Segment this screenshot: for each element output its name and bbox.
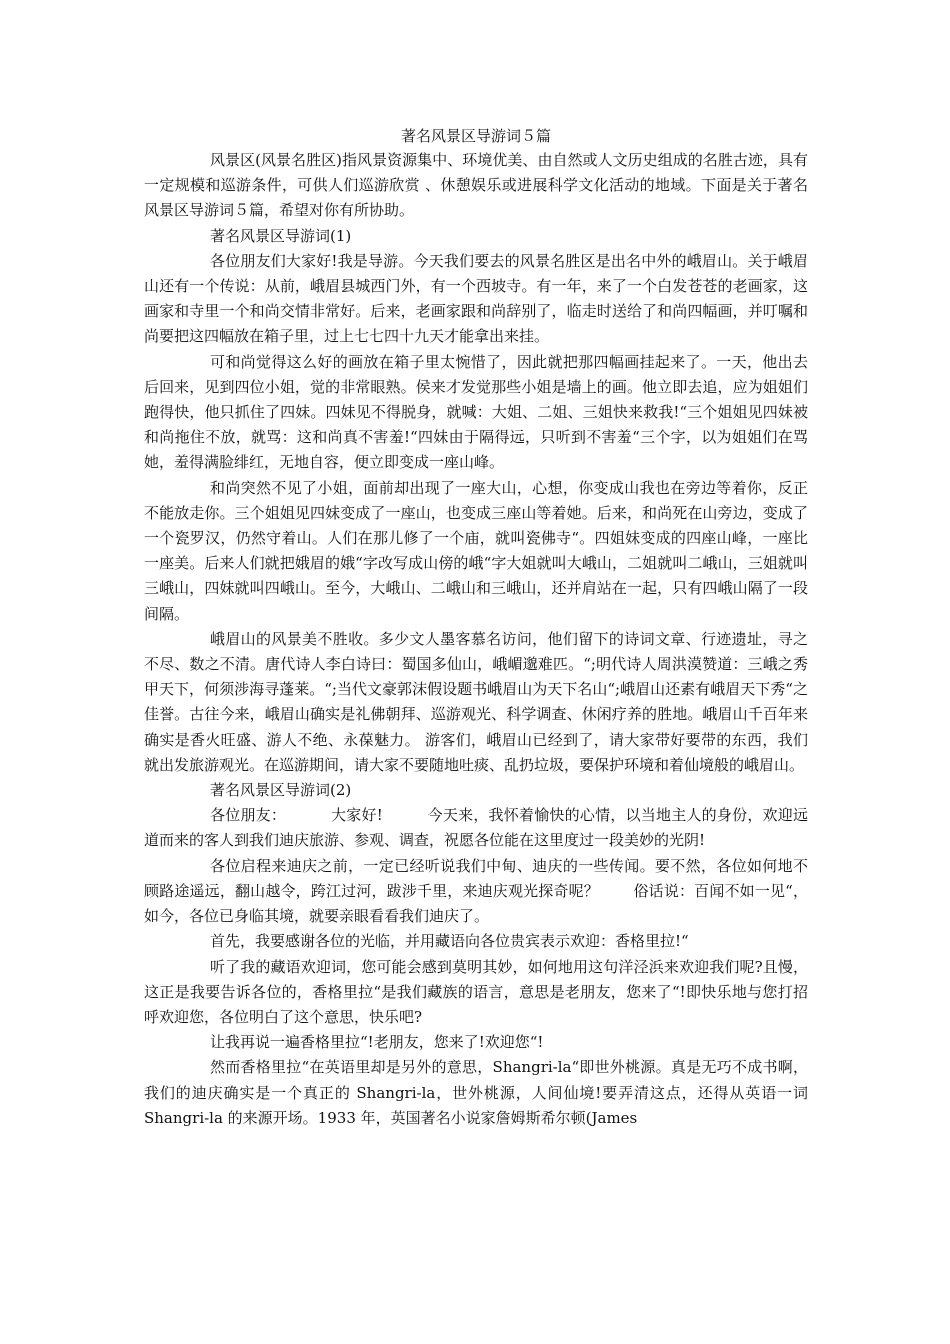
document-page xyxy=(144,124,813,1131)
intro-paragraph: 风景区(风景名胜区)指风景资源集中、环境优美、由自然或人文历史组成的名胜古迹，具有一定规模和巡游条件，可供人们巡游欣赏 、休憩娱乐或进展科学文化活动的地域。下面是关于著名风景区导游词５篇，希望对你有所协助。 xyxy=(144,151,808,220)
section2-paragraph-2: 各位启程来迪庆之前，一定已经听说我们中甸、迪庆的一些传闻。要不然，各位如何地不顾路途遥远，翻山越令，跨江过河，跋涉千里，来迪庆观光探奇呢？ 俗话说：百闻不如一见“，如今，各位已身临其境，就要亲眼看看我们迪庆了。 xyxy=(144,856,808,926)
section2-paragraph-5: 让我再说一遍香格里拉“!老朋友，您来了!欢迎您“! xyxy=(210,1033,544,1052)
section1-paragraph-1: 各位朋友们大家好!我是导游。今天我们要去的风景名胜区是出名中外的峨眉山。关于峨眉山还有一个传说：从前，峨眉县城西门外，有一个西坡寺。有一年，来了一个白发苍苍的老画家，这画家和寺里一个和尚交情非常好。后来，老画家跟和尚辞别了，临走时送给了和尚四幅画，并叮嘱和尚要把这四幅放在箱子里，过上七七四十九天才能拿出来挂。 xyxy=(144,251,808,346)
section2-paragraph-6: 然而香格里拉“在英语里却是另外的意思，Shangri-la“即世外桃源。真是无巧不成书啊，我们的迪庆确实是一个真正的 Shangri-la，世外桃源，人间仙境!要弄清这点，还得从英语一词 Shangri-la 的来源开场。1933 年，英国著名小说家詹姆斯希尔顿(James xyxy=(144,1058,813,1127)
section1-paragraph-4: 峨眉山的风景美不胜收。多少文人墨客慕名访问，他们留下的诗词文章、行迹遗址，寻之不尽、数之不清。唐代诗人李白诗曰：蜀国多仙山，峨嵋邈难匹。“;明代诗人周洪漠赞道：三峨之秀甲天下，何须涉海寻蓬莱。“;当代文豪郭沫假设题书峨眉山为天下名山“;峨眉山还素有峨眉天下秀“之佳誉。古往今来，峨眉山确实是礼佛朝拜、巡游观光、科学调查、休闲疗养的胜地。峨眉山千百年来确实是香火旺盛、游人不绝、永葆魅力。 游客们，峨眉山已经到了，请大家带好要带的东西，我们就出发旅游观光。在巡游期间，请大家不要随地吐痰、乱扔垃圾，要保护环境和着仙境般的峨眉山。 xyxy=(144,629,808,774)
document-title: 著名风景区导游词５篇 xyxy=(400,127,551,145)
section1-paragraph-3: 和尚突然不见了小姐，面前却出现了一座大山，心想，你变成山我也在旁边等着你，反正不能放走你。三个姐姐见四妹变成了一座山，也变成三座山等着她。后来，和尚死在山旁边，变成了一个瓷罗汉，仍然守着山。人们在那儿修了一个庙，就叫瓷佛寺“。四姐妹变成的四座山峰，一座比一座美。后来人们就把娥眉的娥“字改写成山傍的峨“字大姐就叫大峨山，二姐就叫二峨山，三姐就叫三峨山，四妹就叫四峨山。至今，大峨山、二峨山和三峨山，还并肩站在一起，只有四峨山隔了一段间隔。 xyxy=(144,478,808,623)
section-heading-1: 著名风景区导游词(1) xyxy=(210,226,352,245)
section-heading-2: 著名风景区导游词(2) xyxy=(210,781,352,800)
section2-paragraph-3: 首先，我要感谢各位的光临，并用藏语向各位贵宾表示欢迎：香格里拉!“ xyxy=(210,932,689,951)
section2-paragraph-1: 各位朋友： 大家好! 今天来，我怀着愉快的心情，以当地主人的身份，欢迎远道而来的客人到我们迪庆旅游、参观、调查，祝愿各位能在这里度过一段美妙的光阴! xyxy=(144,806,808,850)
section1-paragraph-2: 可和尚觉得这么好的画放在箱子里太惋惜了，因此就把那四幅画挂起来了。一天，他出去后回来，见到四位小姐，觉的非常眼熟。侯来才发觉那些小姐是墙上的画。他立即去追，应为姐姐们跑得快，他只抓住了四妹。四妹见不得脱身，就喊：大姐、二姐、三姐快来救我!“三个姐姐见四妹被和尚拖住不放，就骂：这和尚真不害羞!“四妹由于隔得远，只听到不害羞“三个字，以为姐姐们在骂她，羞得满脸绯红，无地自容，便立即变成一座山峰。 xyxy=(144,352,808,472)
section2-paragraph-4: 听了我的藏语欢迎词，您可能会感到莫明其妙，如何地用这句洋泾浜来欢迎我们呢?且慢，这正是我要告诉各位的，香格里拉“是我们藏族的语言，意思是老朋友，您来了“!即快乐地与您打招呼欢迎您，各位明白了这个意思，快乐吧? xyxy=(144,957,808,1026)
